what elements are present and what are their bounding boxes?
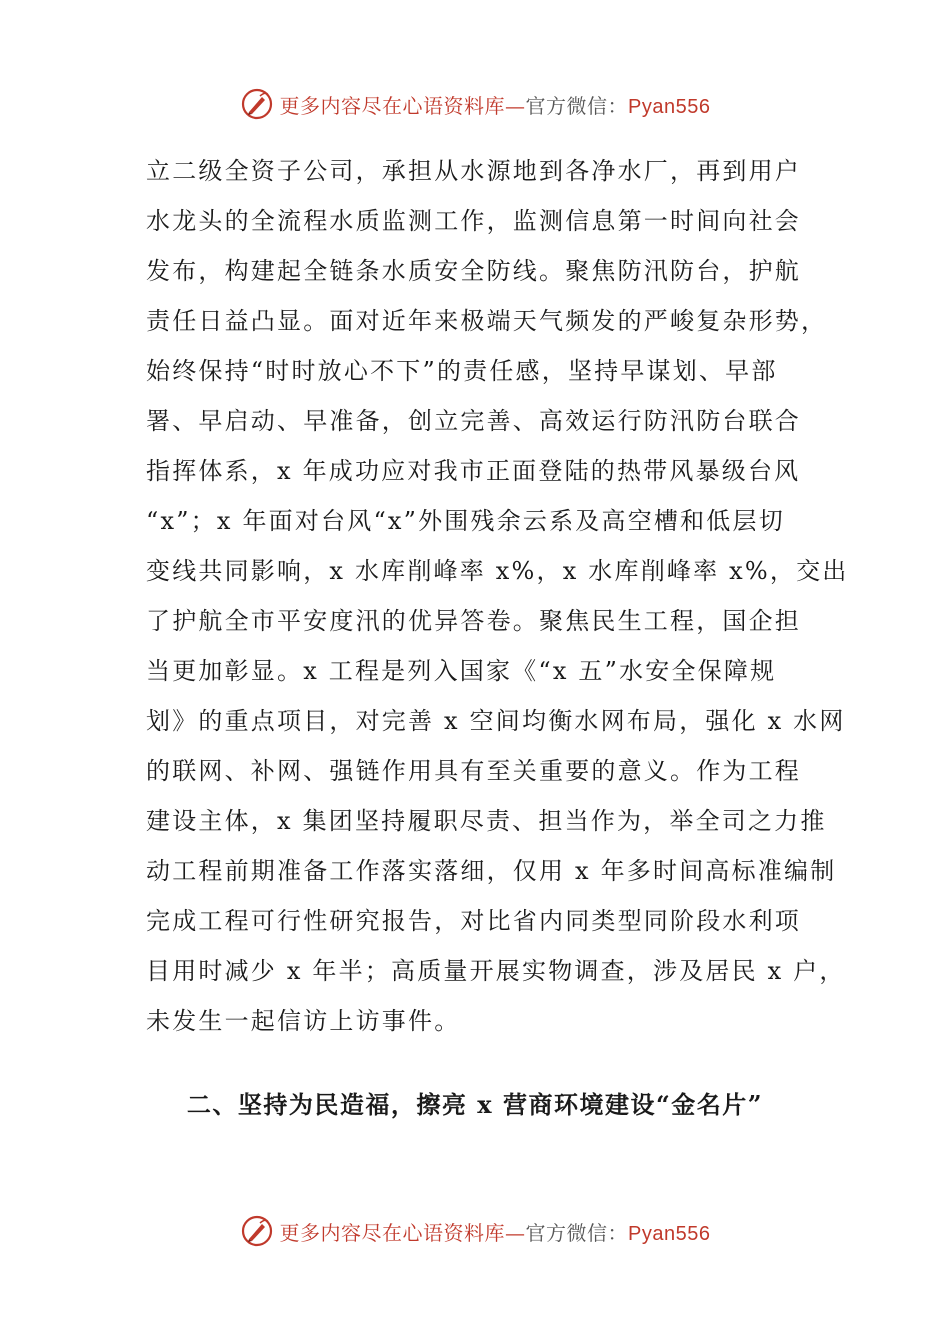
watermark-label: 官方微信： <box>525 1220 629 1245</box>
paragraph-line: 建设主体，x 集团坚持履职尽责、担当作为，举全司之力推 <box>146 807 827 835</box>
watermark-wechat-id: Pyan556 <box>628 1222 711 1245</box>
paragraph-line: 了护航全市平安度汛的优异答卷。聚焦民生工程，国企担 <box>146 607 801 635</box>
watermark-text <box>280 90 711 119</box>
paragraph-line: 目用时减少 x 年半；高质量开展实物调查，涉及居民 x 户， <box>146 957 846 985</box>
pen-circle-logo-icon <box>240 1214 274 1248</box>
watermark-slogan: 更多内容尽在心语资料库 <box>279 93 506 118</box>
paragraph-line: 未发生一起信访上访事件。 <box>146 1007 461 1035</box>
watermark-text <box>280 1217 711 1246</box>
paragraph-line: 始终保持“时时放心不下”的责任感，坚持早谋划、早部 <box>146 357 778 385</box>
paragraph-line: 水龙头的全流程水质监测工作，监测信息第一时间向社会 <box>146 207 801 235</box>
paragraph-line: 划》的重点项目，对完善 x 空间均衡水网布局，强化 x 水网 <box>146 707 846 735</box>
watermark-label: 官方微信： <box>525 93 629 118</box>
paragraph-line: 指挥体系，x 年成功应对我市正面登陆的热带风暴级台风 <box>146 457 801 485</box>
paragraph-line: 动工程前期准备工作落实落细，仅用 x 年多时间高标准编制 <box>146 857 837 885</box>
section-heading: 二、坚持为民造福，擦亮 x 营商环境建设“金名片” <box>186 1090 764 1119</box>
watermark-slogan: 更多内容尽在心语资料库 <box>279 1220 506 1245</box>
paragraph-line: 署、早启动、早准备，创立完善、高效运行防汛防台联合 <box>146 407 801 435</box>
paragraph-line: 变线共同影响，x 水库削峰率 x%，x 水库削峰率 x%，交出 <box>146 557 849 585</box>
paragraph-line: 的联网、补网、强链作用具有至关重要的意义。作为工程 <box>146 757 801 785</box>
paragraph-line: 立二级全资子公司，承担从水源地到各净水厂，再到用户 <box>146 157 801 185</box>
paragraph-line: 发布，构建起全链条水质安全防线。聚焦防汛防台，护航 <box>146 257 801 285</box>
watermark-footer <box>0 1211 950 1251</box>
paragraph-line: 当更加彰显。x 工程是列入国家《“x 五”水安全保障规 <box>146 657 777 685</box>
watermark-separator: — <box>505 1220 526 1245</box>
paragraph-line: 完成工程可行性研究报告，对比省内同类型同阶段水利项 <box>146 907 801 935</box>
watermark-header <box>0 84 950 124</box>
paragraph-line: “x”；x 年面对台风“x”外围残余云系及高空槽和低层切 <box>146 507 785 535</box>
watermark-wechat-id: Pyan556 <box>628 95 711 118</box>
pen-circle-logo-icon <box>240 87 274 121</box>
body-paragraph <box>146 146 849 1046</box>
watermark-separator: — <box>505 93 526 118</box>
paragraph-line: 责任日益凸显。面对近年来极端天气频发的严峻复杂形势， <box>146 307 828 335</box>
